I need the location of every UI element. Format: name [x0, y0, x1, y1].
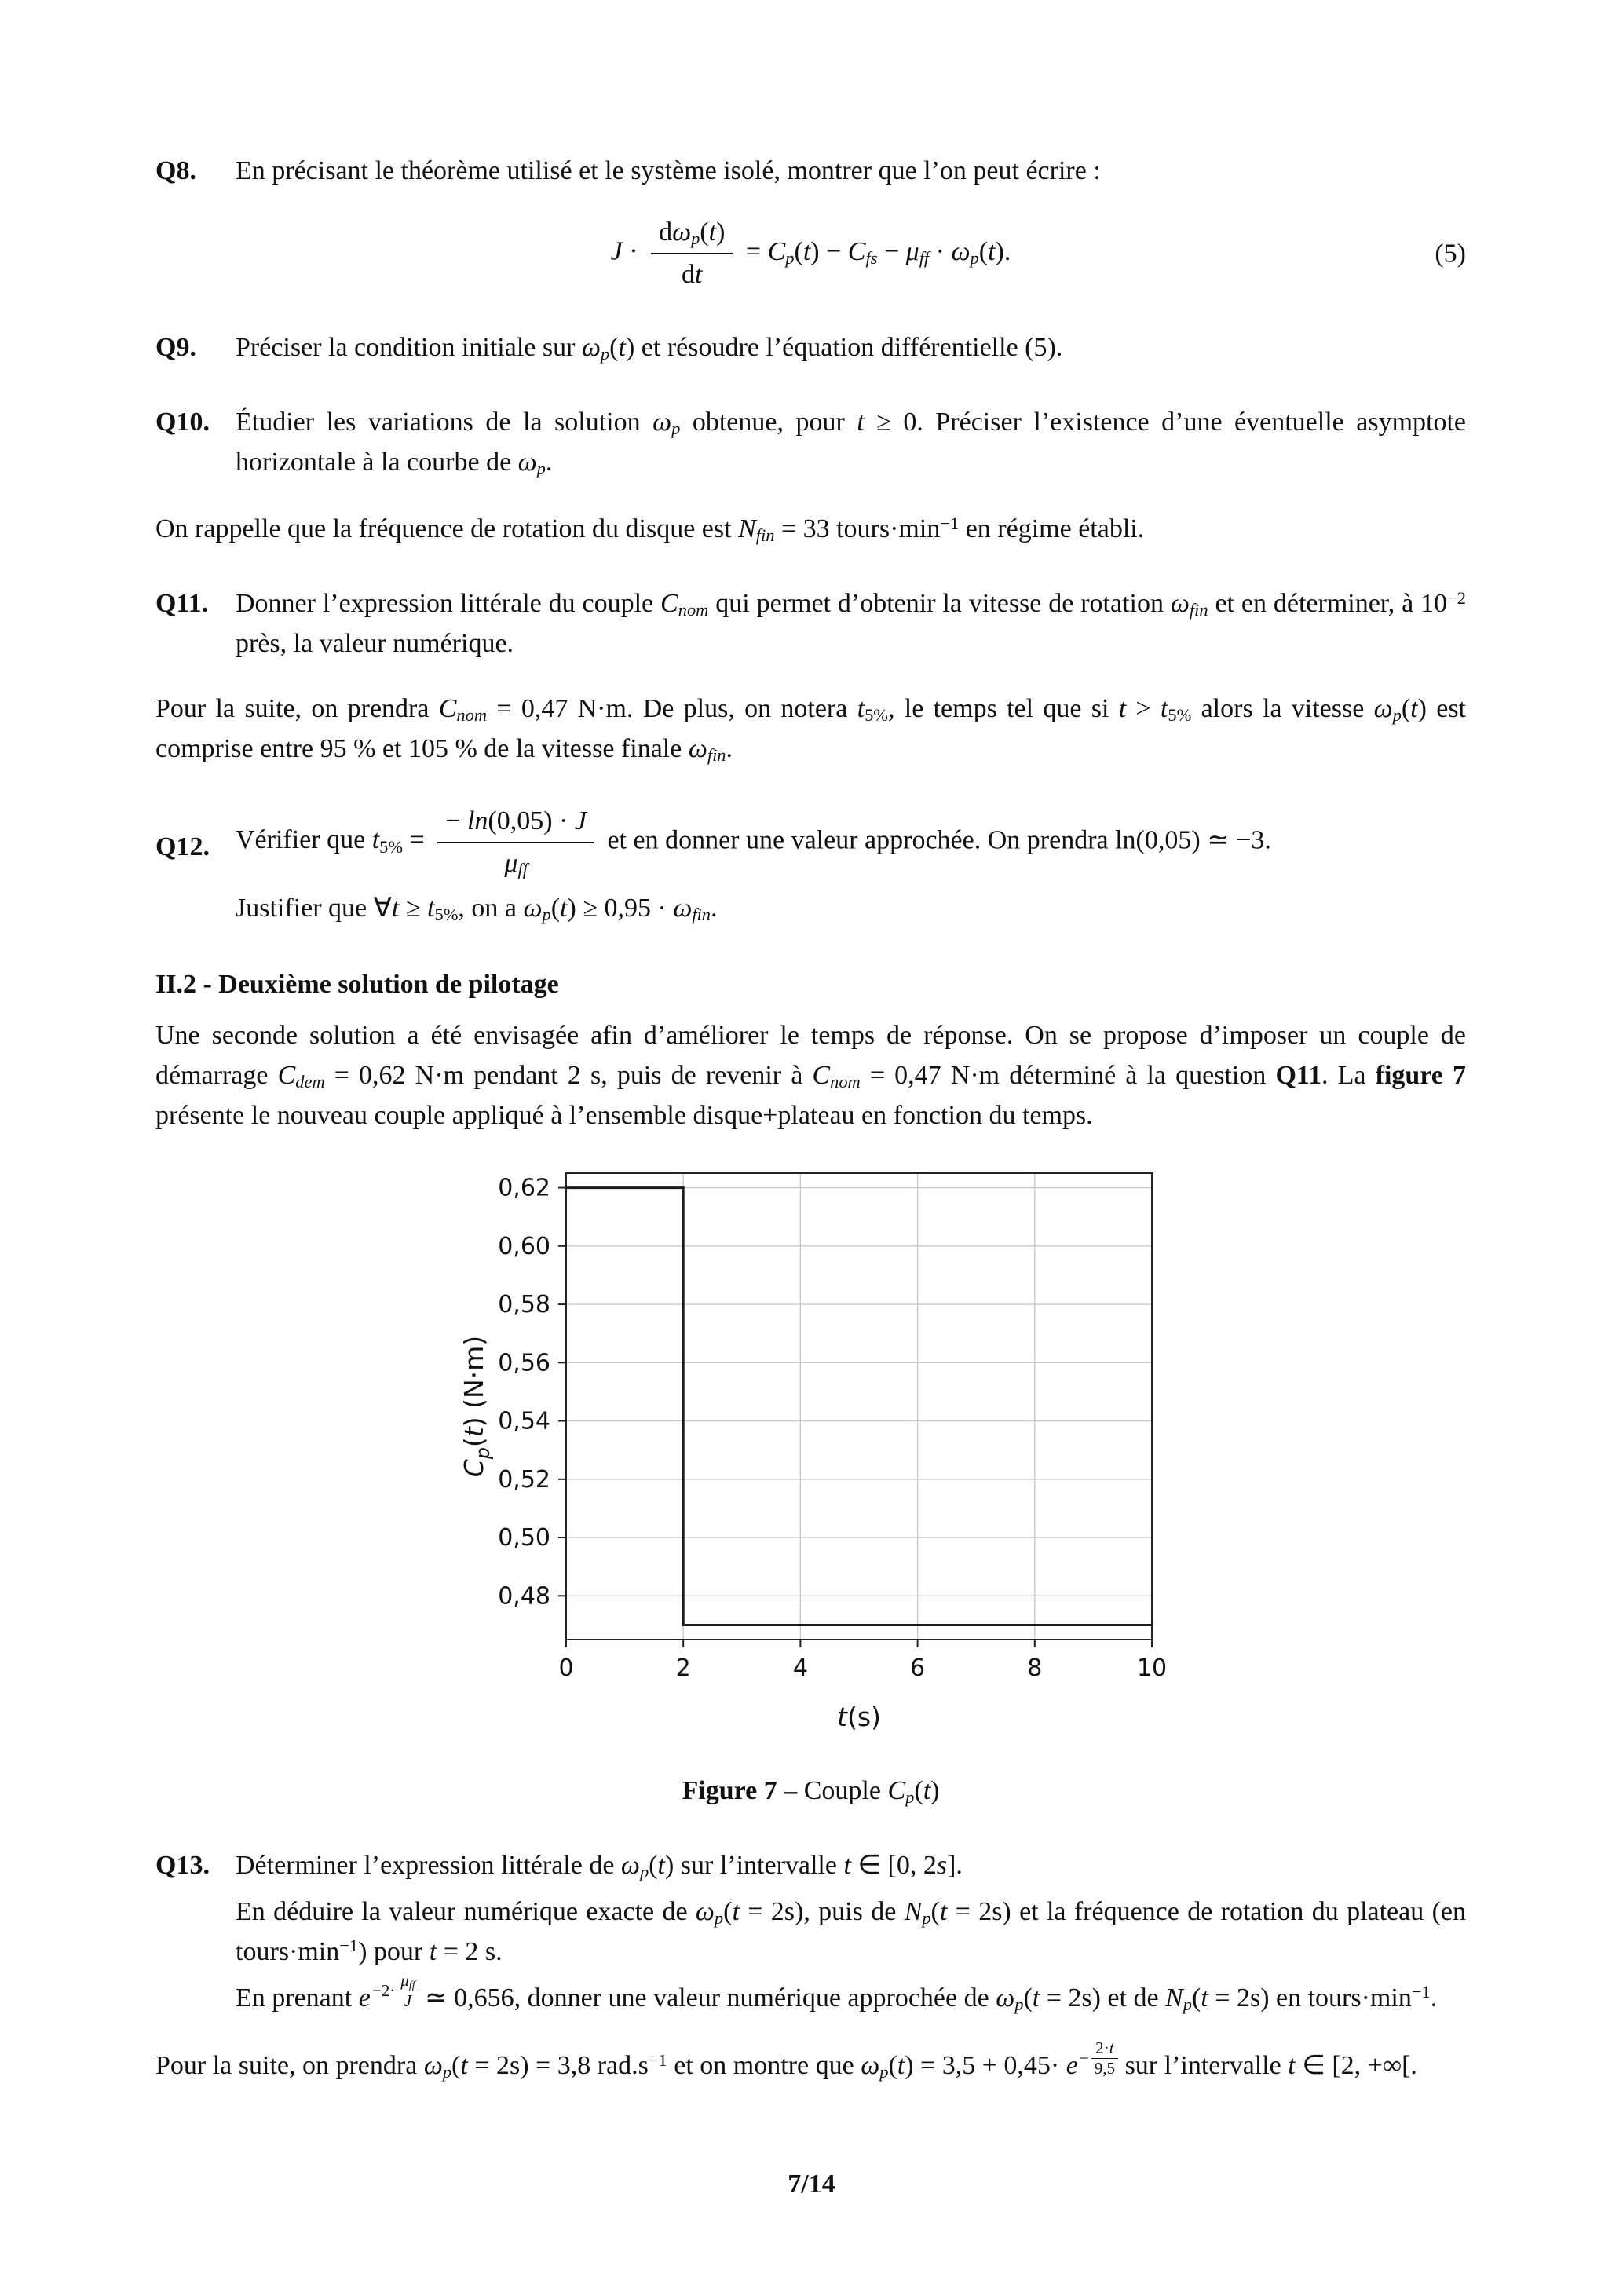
svg-text:0,54: 0,54	[497, 1407, 550, 1435]
question-q12-line2: Justifier que ∀t ≥ $t_{5\%}$, on a $\omega_p(t) \ge 0,95 \cdot \omega_{fin}$.	[236, 893, 718, 924]
figure-7-caption: Figure 7 – Couple $C_p(t)$	[682, 1775, 940, 1807]
svg-text:10: 10	[1136, 1654, 1167, 1682]
question-q13-line3	[236, 1970, 1466, 2020]
equation-5-fraction	[651, 214, 733, 293]
q12-fraction	[437, 803, 594, 882]
section-heading-ii2: II.2 - Deuxième solution de pilotage	[155, 969, 559, 999]
svg-text:0,50: 0,50	[497, 1523, 550, 1552]
svg-text:4: 4	[792, 1654, 808, 1682]
question-q11-label: Q11.	[155, 588, 209, 618]
svg-text:8: 8	[1026, 1654, 1042, 1682]
fraction-numerator: − ln(0,05) · J	[445, 806, 587, 835]
q13-exp-base: En prenant e	[236, 1983, 371, 2013]
final-pre-text: Pour la suite, on prendra $\omega_p(t = 2s) = 3,8$ $rad.s^{-1}$ et on montre que $\omega_p(t) = 3,5 + 0,45\cdot e$	[155, 2049, 1078, 2082]
question-q8-text: En précisant le théorème utilisé et le système isolé, montrer que l’on peut écrire :	[236, 156, 1101, 185]
equation-number: (5)	[1435, 239, 1466, 269]
question-q11-text: Donner l’expression littérale du couple $C_{nom}$ qui permet d’obtenir la vitesse de rotation $\omega_{fin}$ et en déterminer, à $10^{-2}$ près, la valeur numérique.	[236, 587, 1466, 658]
question-q8-label: Q8.	[155, 156, 196, 185]
fraction-denominator: $\mu_{ff}$	[437, 842, 594, 882]
question-q12-text	[236, 803, 1466, 928]
final-exponent: − 2·t 9,5	[1080, 2039, 1118, 2078]
question-q13-line2: En déduire la valeur numérique exacte de $\omega_p(t = 2s)$, puis de $N_p(t = 2s)$ et la fréquence de rotation du plateau (en $tours\cdot\min^{-1}$) pour t = 2 s.	[236, 1896, 1466, 1966]
svg-text:t(s): t(s)	[836, 1701, 881, 1732]
svg-text:0,56: 0,56	[497, 1348, 550, 1377]
page-number: 7/14	[788, 2170, 835, 2199]
exponent-fraction: $\frac{2\cdot t}{9,5}$	[1091, 2039, 1118, 2078]
question-q8	[155, 151, 1466, 191]
question-q12-label: Q12.	[155, 832, 210, 861]
svg-text:0,60: 0,60	[497, 1232, 550, 1260]
question-q13-label: Q13.	[155, 1850, 210, 1880]
note-nfin: On rappelle que la fréquence de rotation du disque est $N_{fin} = 33$ $tours\cdot\min^{-1}$ en régime établi.	[155, 513, 1145, 546]
question-q9-label: Q9.	[155, 332, 196, 362]
exponent-fraction: $\frac{\mu_{ff}}{J}$	[397, 1972, 418, 2010]
equation-5-lhs: J ·	[610, 236, 645, 266]
fraction-numerator: $d\omega_p(t)$	[659, 218, 726, 249]
paragraph-cnom: Pour la suite, on prendra $C_{nom} = 0,47$ N·m. De plus, on notera $t_{5\%}$, le temps tel que si $t > t_{5\%}$ alors la vitesse $\omega_p(t)$ est comprise entre 95 % et 105 % de la vitesse finale $\omega_{fin}$.	[155, 693, 1466, 766]
question-q12-line1	[236, 803, 1466, 882]
question-q11	[155, 583, 1466, 664]
question-q10	[155, 402, 1466, 482]
q12-pre-text: Vérifier que $t_{5\%}$ =	[236, 825, 432, 857]
paragraph-final	[155, 2038, 1466, 2088]
fraction-denominator: dt	[651, 253, 733, 293]
q13-post-text: ≃ 0,656, donner une valeur numérique approchée de $\omega_p(t = 2s)$ et de $N_p(t = 2s)$ en $tours\cdot\min^{-1}$.	[418, 1982, 1438, 2014]
equation-5-rhs: = $C_p(t) - C_{fs} - \mu_{ff} \cdot \omega_p(t)$.	[739, 236, 1011, 269]
q13-exponent: −2· μff J	[372, 1972, 419, 2010]
svg-text:0,58: 0,58	[497, 1290, 550, 1318]
question-q13	[155, 1845, 1466, 2020]
question-q13-line1: Déterminer l’expression littérale de $\omega_p(t)$ sur l’intervalle t ∈ [0, 2s].	[236, 1850, 963, 1881]
question-q10-text: Étudier les variations de la solution $\omega_p$ obtenue, pour t ≥ 0. Préciser l’existence d’une éventuelle asymptote horizontale à la courbe de $\omega_p$.	[236, 407, 1466, 479]
question-q9	[155, 327, 1466, 367]
svg-text:0,52: 0,52	[497, 1465, 550, 1493]
question-q9-text: Préciser la condition initiale sur $\omega_p(t)$ et résoudre l’équation différentielle (5).	[236, 332, 1063, 364]
svg-text:0,62: 0,62	[497, 1174, 550, 1202]
couple-step-chart	[450, 1156, 1172, 1743]
svg-text:2: 2	[675, 1654, 691, 1682]
svg-text:0,48: 0,48	[497, 1581, 550, 1610]
figure-7	[155, 1156, 1466, 1811]
question-q12	[155, 803, 1466, 928]
question-q10-label: Q10.	[155, 407, 210, 437]
final-post-text: sur l’intervalle t ∈ [2, +∞[.	[1118, 2050, 1417, 2080]
svg-text:6: 6	[909, 1654, 925, 1682]
equation-5	[155, 214, 1466, 293]
svg-text:0: 0	[557, 1654, 574, 1682]
q12-post-text: et en donner une valeur approchée. On prendra ln(0,05) ≃ −3.	[600, 825, 1271, 855]
paragraph-second-solution: Une seconde solution a été envisagée afin d’améliorer le temps de réponse. On se propose d’imposer un couple de démarrage $C_{dem} = 0,62$ N·m pendant 2 s, puis de revenir à $C_{nom} = 0,47$ N·m déterminé à la question Q11. La figure 7 présente le nouveau couple appliqué à l’ensemble disque+plateau en fonction du temps.	[155, 1020, 1467, 1130]
question-q13-text	[236, 1845, 1466, 2020]
svg-text:Cp(t) (N·m): $C_p(t)$ (N·m)	[458, 1335, 494, 1477]
